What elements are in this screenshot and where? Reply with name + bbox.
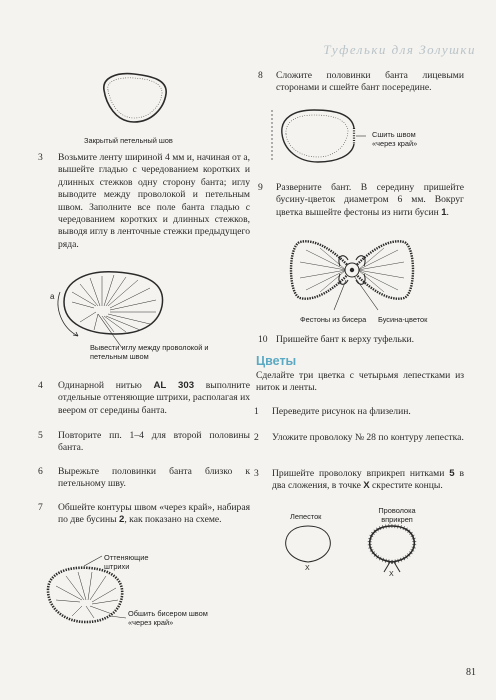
wire-petal-diagram: [364, 524, 420, 576]
bow-diagram: [286, 234, 418, 306]
figure6-label-right: Проволока вприкреп: [378, 506, 416, 524]
figure2-caption: Вывести иглу между проволокой и петельным швом: [90, 343, 209, 361]
satin-stitch-diagram: [58, 262, 178, 342]
figure3-label-top: Оттеняющие штрихи: [104, 553, 149, 571]
figure2-label-a: a: [50, 292, 55, 301]
figure6-label-left: Лепесток: [290, 512, 322, 521]
page-number: 81: [466, 667, 476, 678]
figure3-label-bottom: Обшить бисером швом «через край»: [128, 609, 208, 627]
figure5-label-right: Бусина-цветок: [378, 315, 428, 324]
overcast-seam-diagram: [272, 104, 362, 168]
wire-petal-x-mark: X: [389, 571, 394, 578]
petal-x-mark: X: [305, 565, 310, 572]
book-page: Туфельки для Золушки Закрытый петельный шов 3 Возьмите ленту шириной 4 мм и, начиная от a, вышейте гладью с чередованием коротких и длинных стежков одну сторону банта; иглу выводите между проволокой и петельным швом. Заполните все поле банта гладью с чередованием коротких и длинных стежков, выводя иглу в ленточные стежки предыдущего ряда. a Вывести иглу между проволокой и петельным швом 4 Одинарной нитью AL 303 выполните отдельные оттеняющие штрихи, располагая их веером от середины банта. 5 Повторите пп. 1–4 для второй половины банта. 6 Вырежьте половинки банта близко к петельному шву. 7 Обшейте контуры швом «через край», набирая по две бусины 2, как показано на схеме. Оттеняющие штрихи Обшить бисером швом «через край» 8 Сложите половинки банта лицевыми сторонами и сшейте бант посередине. Сшить швом «через край» 9 Разверните бант. В середину пришейте бусину-цветок диаметром 6 мм. Вокруг цветка вышейте фестоны из нити бусин 1. Фестоны из бисера Бусина-цветок 10 Пришейте бант к верху туфельки. Цветы Сделайте три цветка с четырьмя лепестками из ниток и ленты. 1 Переведите рисунок на флизелин. 2 Уложите проволоку № 28 по контуру лепестка. 3 Пришейте проволоку вприкреп нитками 5 в два сложения, в точке X скрестите концы. Лепесток Проволока вприкреп X X 81: [38, 42, 476, 678]
closed-buttonhole-diagram: [96, 68, 174, 128]
petal-diagram: [282, 524, 334, 568]
figure1-caption: Закрытый петельный шов: [84, 136, 173, 145]
figure4-label: Сшить швом «через край»: [372, 130, 418, 148]
running-header: Туфельки для Золушки: [323, 42, 476, 57]
section-title: Цветы: [256, 354, 297, 368]
figure5-label-left: Фестоны из бисера: [300, 315, 367, 324]
